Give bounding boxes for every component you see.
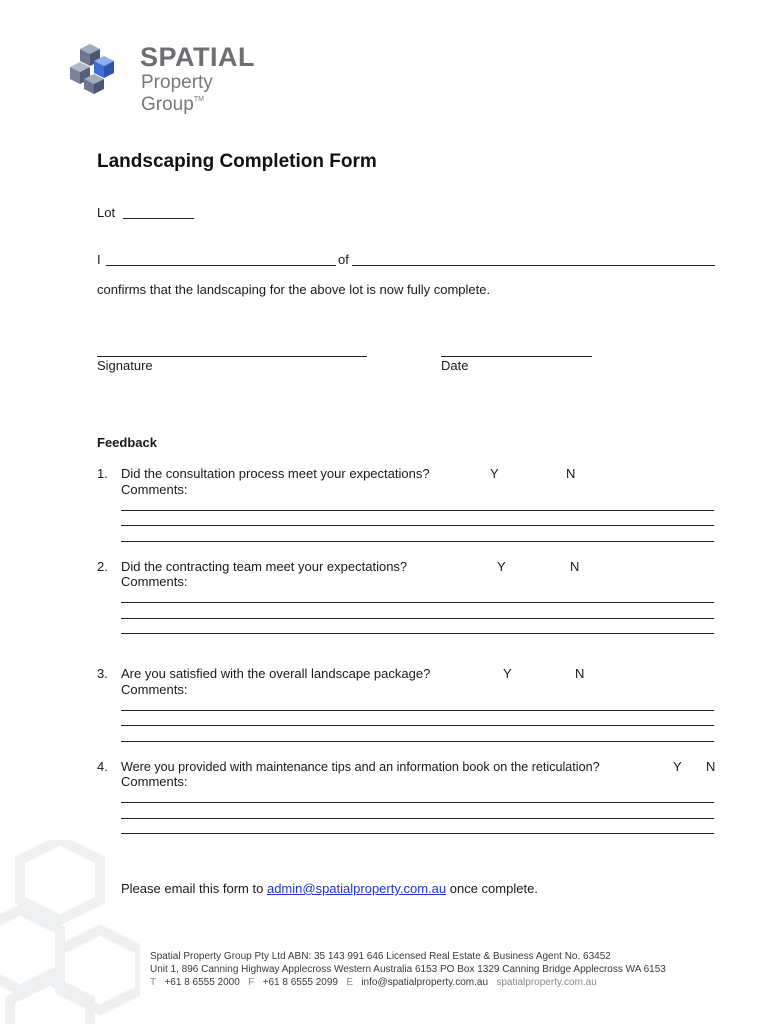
comment-line[interactable]	[121, 541, 714, 542]
comment-line[interactable]	[121, 741, 714, 742]
company-logo	[70, 42, 280, 115]
logo-subtitle-text: Property Group	[141, 72, 213, 115]
comment-line[interactable]	[121, 602, 714, 603]
yes-option[interactable]: Y	[497, 559, 506, 574]
address-field[interactable]	[352, 265, 715, 266]
question-text: Were you provided with maintenance tips and an information book on the reticulation?	[121, 760, 600, 774]
footer-email[interactable]: info@spatialproperty.com.au	[361, 977, 489, 988]
comment-line[interactable]	[121, 510, 714, 511]
comment-line[interactable]	[121, 802, 714, 803]
question-number: 1.	[97, 466, 108, 481]
no-option[interactable]: N	[566, 466, 576, 481]
form-title: Landscaping Completion Form	[97, 151, 377, 172]
email-instruction-after: once complete.	[449, 881, 538, 896]
yes-option[interactable]: Y	[490, 466, 499, 481]
logo-name: SPATIAL	[140, 42, 255, 72]
feedback-heading: Feedback	[97, 435, 157, 450]
question-text: Did the contracting team meet your expectations?	[121, 559, 408, 574]
question-number: 4.	[97, 759, 108, 774]
no-option[interactable]: N	[575, 666, 585, 681]
logo-trademark: TM	[193, 96, 204, 103]
comments-label: Comments:	[121, 574, 188, 589]
fax-label: F	[248, 977, 255, 988]
email-label: E	[346, 977, 353, 988]
yes-option[interactable]: Y	[673, 759, 682, 774]
date-label: Date	[441, 358, 469, 373]
background-hexagon-pattern	[0, 840, 140, 1024]
comment-line[interactable]	[121, 833, 714, 834]
name-label: I	[97, 252, 101, 267]
question-number: 2.	[97, 559, 108, 574]
name-field[interactable]	[106, 265, 336, 266]
phone-label: T	[150, 977, 157, 988]
comments-label: Comments:	[121, 682, 188, 697]
comment-line[interactable]	[121, 725, 714, 726]
comments-label: Comments:	[121, 774, 188, 789]
confirm-statement: confirms that the landscaping for the above lot is now fully complete.	[97, 282, 491, 297]
email-instruction-before: Please email this form to	[121, 881, 264, 896]
lot-field[interactable]	[123, 218, 194, 219]
logo-subtitle	[141, 72, 280, 116]
yes-option[interactable]: Y	[503, 666, 512, 681]
comment-line[interactable]	[121, 710, 714, 711]
fax-number: +61 8 6555 2099	[262, 977, 338, 988]
comment-line[interactable]	[121, 618, 714, 619]
question-text: Are you satisfied with the overall landscape package?	[121, 666, 431, 681]
date-field[interactable]	[441, 356, 592, 357]
lot-label: Lot	[97, 205, 116, 220]
footer-address-line: Unit 1, 896 Canning Highway Applecross Western Australia 6153 PO Box 1329 Canning Bridge Applecross WA 6153	[150, 964, 666, 975]
footer-website[interactable]: spatialproperty.com.au	[496, 977, 597, 988]
footer-company-line: Spatial Property Group Pty Ltd ABN: 35 143 991 646 Licensed Real Estate & Business Agent No. 63452	[150, 951, 611, 962]
no-option[interactable]: N	[570, 559, 580, 574]
email-instruction	[121, 881, 538, 897]
footer-contact-line	[150, 976, 597, 989]
comment-line[interactable]	[121, 818, 714, 819]
comments-label: Comments:	[121, 482, 188, 497]
question-text: Did the consultation process meet your expectations?	[121, 466, 430, 481]
comment-line[interactable]	[121, 633, 714, 634]
signature-label: Signature	[97, 358, 153, 373]
no-option[interactable]: N	[706, 759, 716, 774]
cube-logo-icon	[70, 42, 126, 94]
admin-email-link[interactable]: admin@spatialproperty.com.au	[266, 881, 447, 896]
signature-field[interactable]	[97, 356, 367, 357]
phone-number: +61 8 6555 2000	[164, 977, 240, 988]
question-number: 3.	[97, 666, 108, 681]
comment-line[interactable]	[121, 525, 714, 526]
of-label: of	[338, 252, 349, 267]
